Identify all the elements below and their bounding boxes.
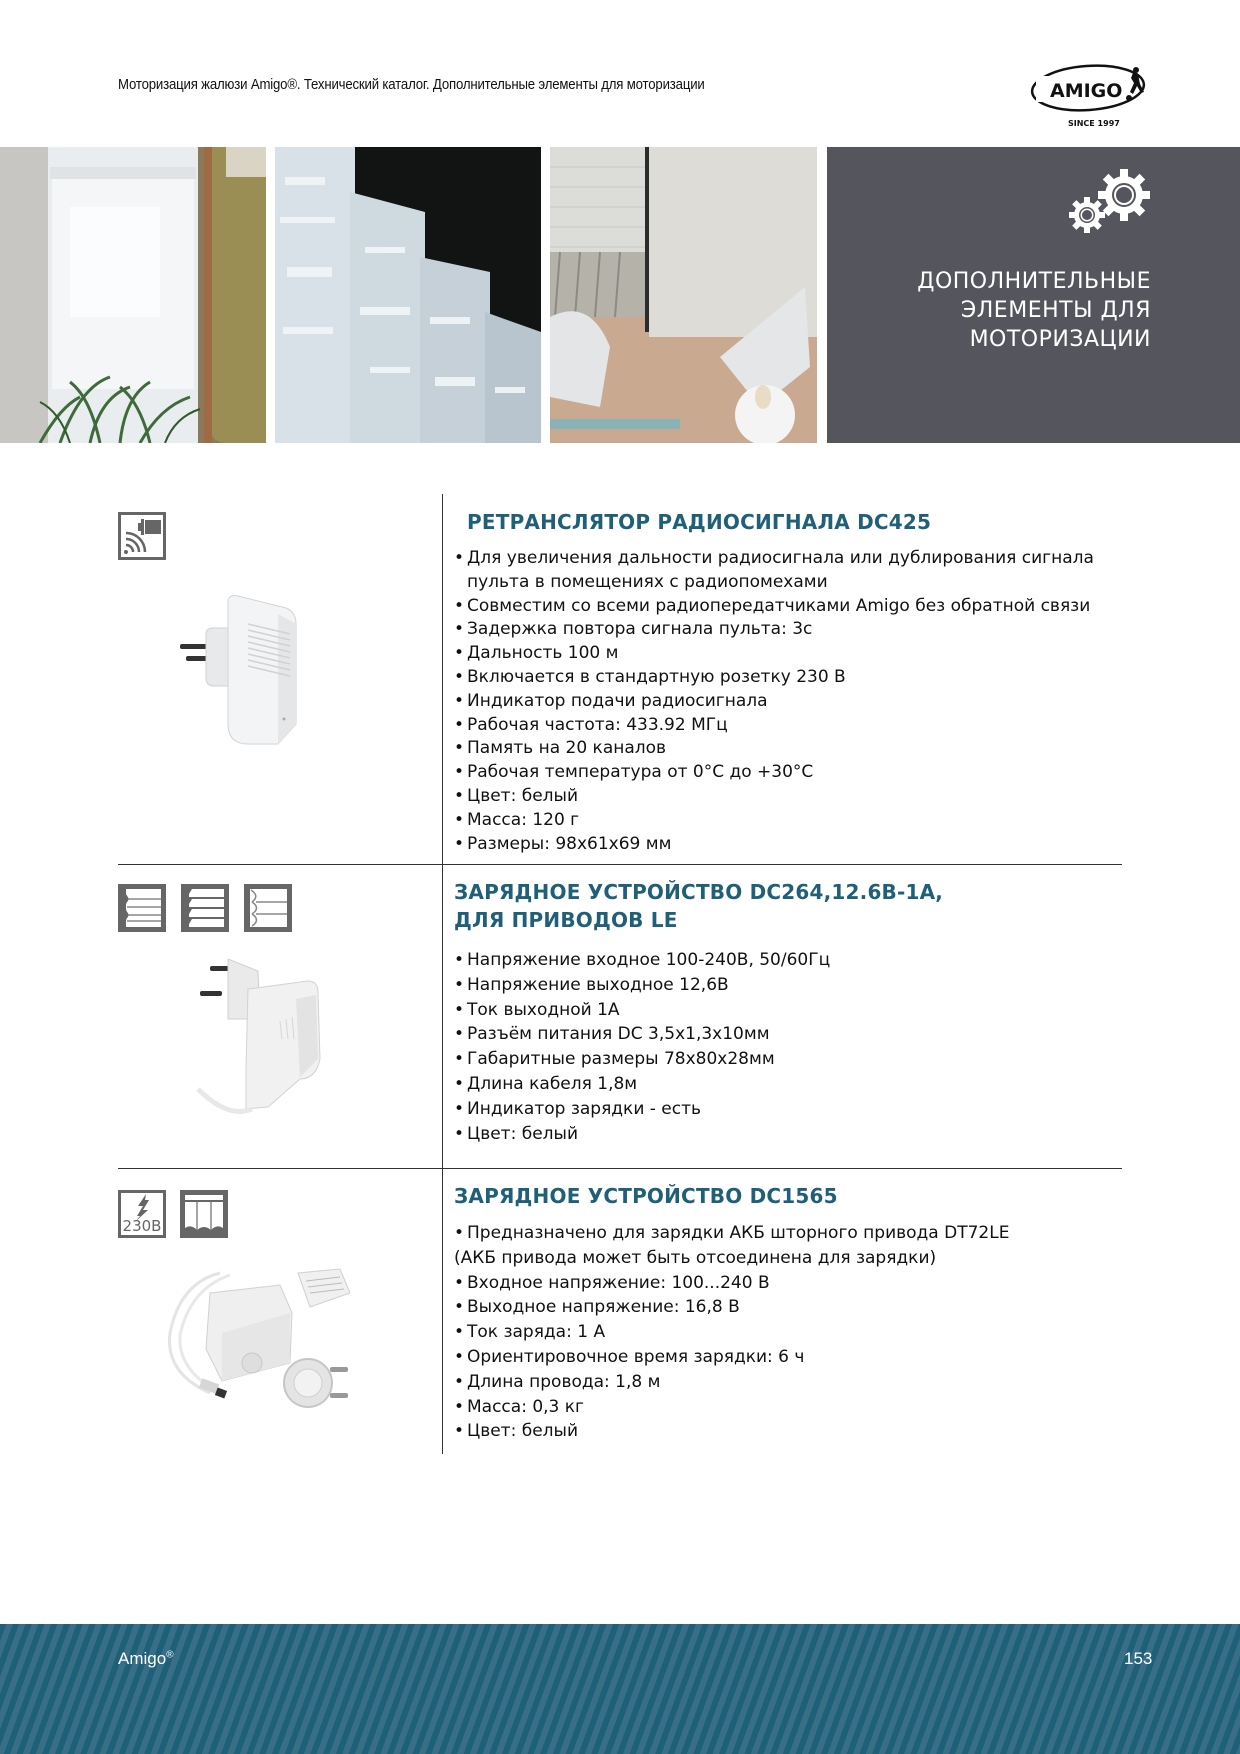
feature-item: • Цвет: белый (454, 1421, 578, 1442)
feature-item: • Масса: 0,3 кг (454, 1396, 584, 1417)
feature-item: • Длина провода: 1,8 м (454, 1371, 661, 1392)
product-title-line: ЗАРЯДНОЕ УСТРОЙСТВО DC1565 (454, 1184, 838, 1208)
product-icons (118, 1190, 228, 1238)
feature-item: • Масса: 120 г (454, 809, 580, 830)
catalog-header-text: Моторизация жалюзи Amigo®. Технический каталог. Дополнительные элементы для моторизации (118, 76, 705, 93)
feature-item: • Совместим со всеми радиопередатчиками Amigo без обратной связи (454, 595, 1091, 616)
feature-item: • Для увеличения дальности радиосигнала или дублирования сигнала (454, 548, 1094, 568)
feature-item: • Габаритные размеры 78x80x28мм (454, 1049, 775, 1070)
amigo-logo (1030, 58, 1154, 130)
product-image-dc1565 (160, 1263, 370, 1427)
product-title-line: ЗАРЯДНОЕ УСТРОЙСТВО DC264,12.6В-1А, (454, 880, 944, 904)
feature-item: • Цвет: белый (454, 1123, 578, 1144)
feature-item: • Индикатор подачи радиосигнала (454, 690, 768, 711)
photo-roller-blind (0, 147, 266, 443)
product-icons (118, 512, 166, 560)
product-image-dc425 (178, 594, 318, 758)
product-dc425 (118, 494, 1122, 864)
feature-item: • Память на 20 каналов (454, 738, 667, 759)
feature-item: • Размеры: 98x61x69 мм (454, 833, 672, 854)
footer-brand: Amigo® (118, 1649, 174, 1668)
feature-list (454, 1221, 1009, 1444)
section-title-line: МОТОРИЗАЦИИ (969, 327, 1151, 352)
feature-item: • Разъём питания DC 3,5x1,3x10мм (454, 1024, 770, 1045)
feature-item: • Рабочая частота: 433.92 МГц (454, 714, 728, 735)
radio-repeater-icon (118, 512, 166, 560)
product-dc264 (118, 864, 1122, 1168)
feature-item: • Задержка повтора сигнала пульта: 3с (454, 619, 813, 640)
logo-text: AMIGO (1050, 80, 1123, 102)
product-icons (118, 884, 292, 932)
curtain-icon (180, 1190, 228, 1238)
feature-item: • Выходное напряжение: 16,8 В (454, 1297, 740, 1318)
product-title-line: ДЛЯ ПРИВОДОВ LE (454, 908, 678, 932)
feature-item: (АКБ привода может быть отсоединена для зарядки) (454, 1247, 937, 1268)
product-dc1565 (118, 1168, 1122, 1454)
feature-item: • Напряжение входное 100-240В, 50/60Гц (454, 950, 831, 970)
feature-item: • Включается в стандартную розетку 230 В (454, 666, 846, 687)
product-title (467, 508, 931, 536)
feature-item: • Цвет: белый (454, 785, 578, 806)
page-footer (0, 1624, 1240, 1754)
feature-list (454, 547, 1094, 856)
pleated-blind-icon (118, 884, 166, 932)
feature-item: • Рабочая температура от 0°C до +30°C (454, 762, 814, 783)
page-number: 153 (1124, 1649, 1153, 1668)
feature-item: • Предназначено для зарядки АКБ шторного привода DT72LE (454, 1223, 1010, 1243)
gears-icon (1067, 167, 1157, 241)
feature-item: пульта в помещениях с радиопомехами (467, 571, 828, 592)
section-title (917, 267, 1151, 354)
photo-interior-chairs (550, 147, 817, 443)
feature-list (454, 948, 830, 1146)
feature-item: • Дальность 100 м (454, 643, 619, 664)
section-title-line: ДОПОЛНИТЕЛЬНЫЕ (917, 269, 1151, 294)
feature-item: • Длина кабеля 1,8м (454, 1073, 638, 1094)
feature-item: • Ток заряда: 1 А (454, 1322, 606, 1343)
feature-item: • Индикатор зарядки - есть (454, 1098, 702, 1119)
icon-230v-label: 230В (122, 1217, 162, 1235)
feature-item: • Входное напряжение: 100...240 В (454, 1272, 770, 1293)
section-title-panel (827, 147, 1240, 443)
logo-since: SINCE 1997 (1068, 119, 1120, 128)
cellular-blind-icon (244, 884, 292, 932)
product-title-line: РЕТРАНСЛЯТОР РАДИОСИГНАЛА DC425 (467, 510, 932, 534)
product-title (454, 1182, 838, 1210)
feature-item: • Напряжение выходное 12,6В (454, 974, 729, 995)
feature-item: • Ток выходной 1А (454, 999, 620, 1020)
hero-banner (0, 147, 1240, 443)
venetian-blind-icon (181, 884, 229, 932)
product-image-dc264 (188, 959, 338, 1133)
photo-pleated-fabric (275, 147, 541, 443)
feature-item: • Ориентировочное время зарядки: 6 ч (454, 1346, 805, 1367)
section-title-line: ЭЛЕМЕНТЫ ДЛЯ (960, 298, 1151, 323)
product-title (454, 878, 943, 934)
230v-power-icon (118, 1190, 166, 1238)
